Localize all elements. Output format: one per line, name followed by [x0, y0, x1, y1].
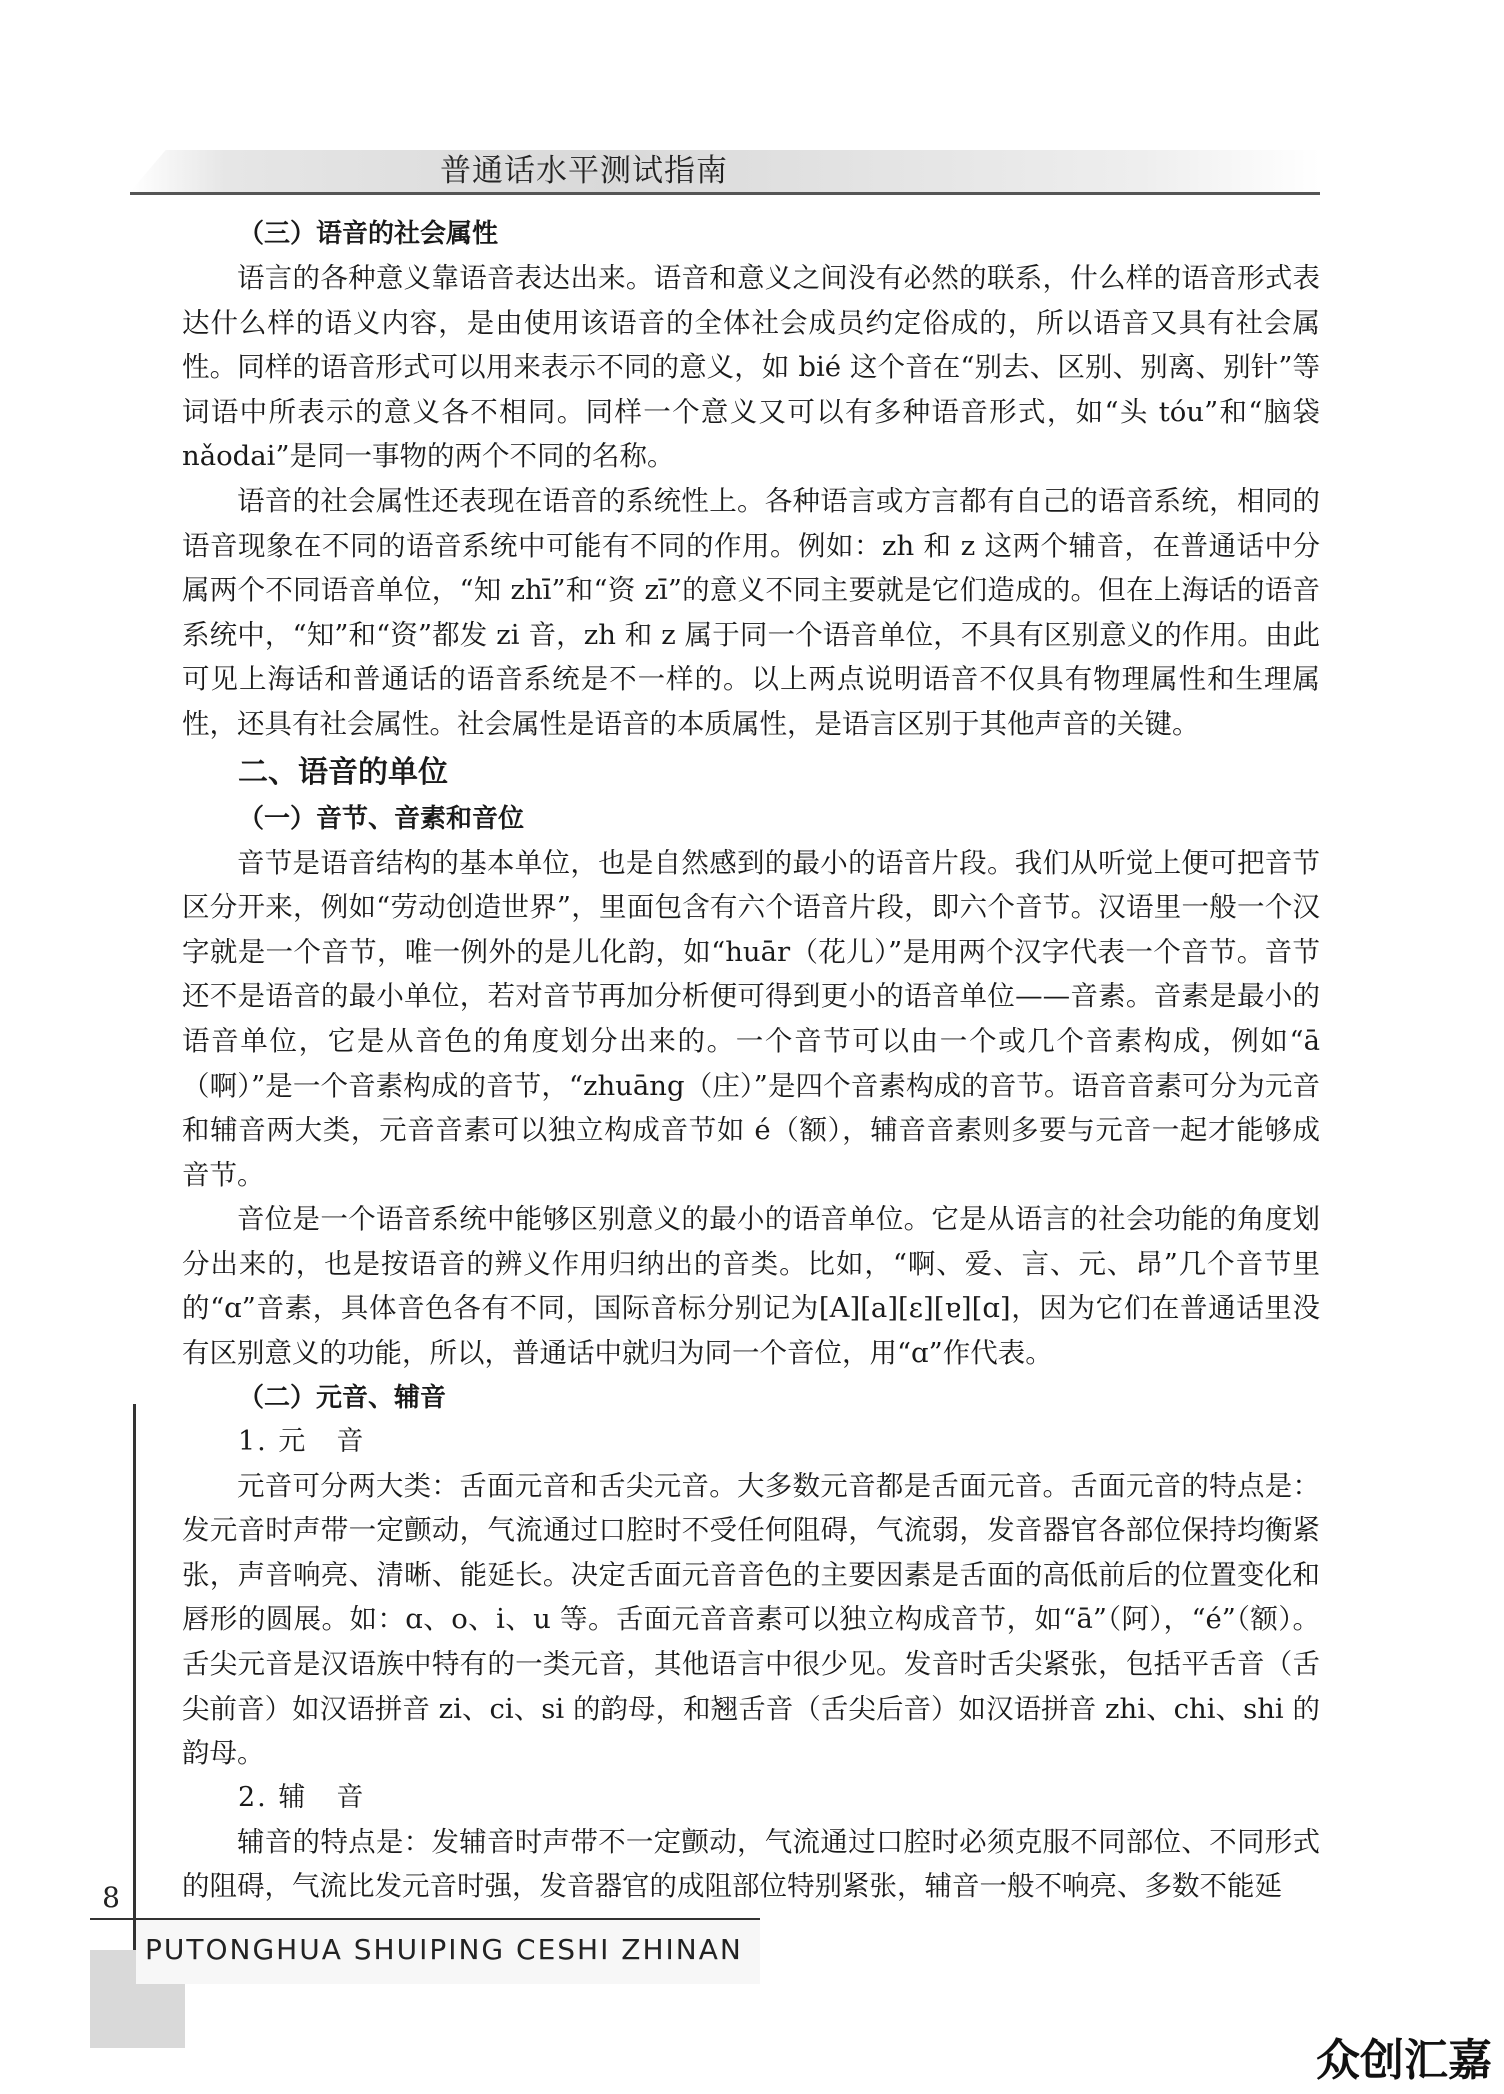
paragraph: 语言的各种意义靠语音表达出来。语音和意义之间没有必然的联系，什么样的语音形式表达什么样的语义内容，是由使用该语音的全体社会成员约定俗成的，所以语音又具有社会属性。同样的语音形式可以用来表示不同的意义，如 bié 这个音在“别去、区别、别离、别针”等词语中所表示的意义各不相同。同样一个意义又可以有多种语音形式，如“头 tóu”和“脑袋 nǎodai”是同一事物的两个不同的名称。	[182, 262, 1320, 473]
paragraph: 元音可分两大类：舌面元音和舌尖元音。大多数元音都是舌面元音。舌面元音的特点是：发元音时声带一定颤动，气流通过口腔时不受任何阻碍，气流弱，发音器官各部位保持均衡紧张，声音响亮、清晰、能延长。决定舌面元音音色的主要因素是舌面的高低前后的位置变化和唇形的圆展。如：ɑ、o、i、u 等。舌面元音音素可以独立构成音节，如“ā”（阿），“é”（额）。舌尖元音是汉语族中特有的一类元音，其他语言中很少见。发音时舌尖紧张，包括平舌音（舌尖前音）如汉语拼音 zi、ci、si 的韵母，和翘舌音（舌尖后音）如汉语拼音 zhi、chi、shi 的韵母。	[182, 1469, 1320, 1770]
section-heading: 二、语音的单位	[238, 754, 448, 790]
page-body	[182, 212, 1320, 1909]
subsection-heading: （二）元音、辅音	[238, 1382, 447, 1413]
paragraph: 音节是语音结构的基本单位，也是自然感到的最小的语音片段。我们从听觉上便可把音节区分开来，例如“劳动创造世界”，里面包含有六个语音片段，即六个音节。汉语里一般一个汉字就是一个音节，唯一例外的是儿化韵，如“huār（花儿）”是用两个汉字代表一个音节。音节还不是语音的最小单位，若对音节再加分析便可得到更小的语音单位——音素。音素是最小的语音单位，它是从音色的角度划分出来的。一个音节可以由一个或几个音素构成，例如“ā（啊）”是一个音素构成的音节，“zhuāng（庄）”是四个音素构成的音节。语音音素可分为元音和辅音两大类，元音音素可以独立构成音节如 é（额），辅音音素则多要与元音一起才能够成音节。	[182, 846, 1320, 1191]
page-header-title: 普通话水平测试指南	[440, 153, 728, 189]
paragraph: 语音的社会属性还表现在语音的系统性上。各种语言或方言都有自己的语音系统，相同的语音现象在不同的语音系统中可能有不同的作用。例如：zh 和 z 这两个辅音，在普通话中分属两个不同语音单位，“知 zhī”和“资 zī”的意义不同主要就是它们造成的。但在上海话的语音系统中，“知”和“资”都发 zi 音，zh 和 z 属于同一个语音单位，不具有区别意义的作用。由此可见上海话和普通话的语音系统是不一样的。以上两点说明语音不仅具有物理属性和生理属性，还具有社会属性。社会属性是语音的本质属性，是语言区别于其他声音的关键。	[182, 484, 1320, 740]
paragraph: 辅音的特点是：发辅音时声带不一定颤动，气流通过口腔时必须克服不同部位、不同形式的阻碍，气流比发元音时强，发音器官的成阻部位特别紧张，辅音一般不响亮、多数不能延	[182, 1825, 1320, 1903]
item-heading: 1. 元 音	[238, 1425, 366, 1457]
header-rule	[130, 192, 1320, 195]
running-title: PUTONGHUA SHUIPING CESHI ZHINAN	[145, 1933, 743, 1966]
paragraph: 音位是一个语音系统中能够区别意义的最小的语音单位。它是从语言的社会功能的角度划分出来的，也是按语音的辨义作用归纳出的音类。比如，“啊、爱、言、元、昂”几个音节里的“ɑ”音素，具体音色各有不同，国际音标分别记为[A][a][ε][ɐ][ɑ]，因为它们在普通话里没有区别意义的功能，所以，普通话中就归为同一个音位，用“ɑ”作代表。	[182, 1203, 1320, 1370]
item-heading: 2. 辅 音	[238, 1781, 366, 1813]
subsection-heading: （一）音节、音素和音位	[238, 803, 525, 834]
subsection-heading: （三）语音的社会属性	[238, 219, 499, 249]
page-number: 8	[102, 1881, 120, 1914]
watermark-logo: 众创汇嘉	[1316, 2035, 1492, 2086]
